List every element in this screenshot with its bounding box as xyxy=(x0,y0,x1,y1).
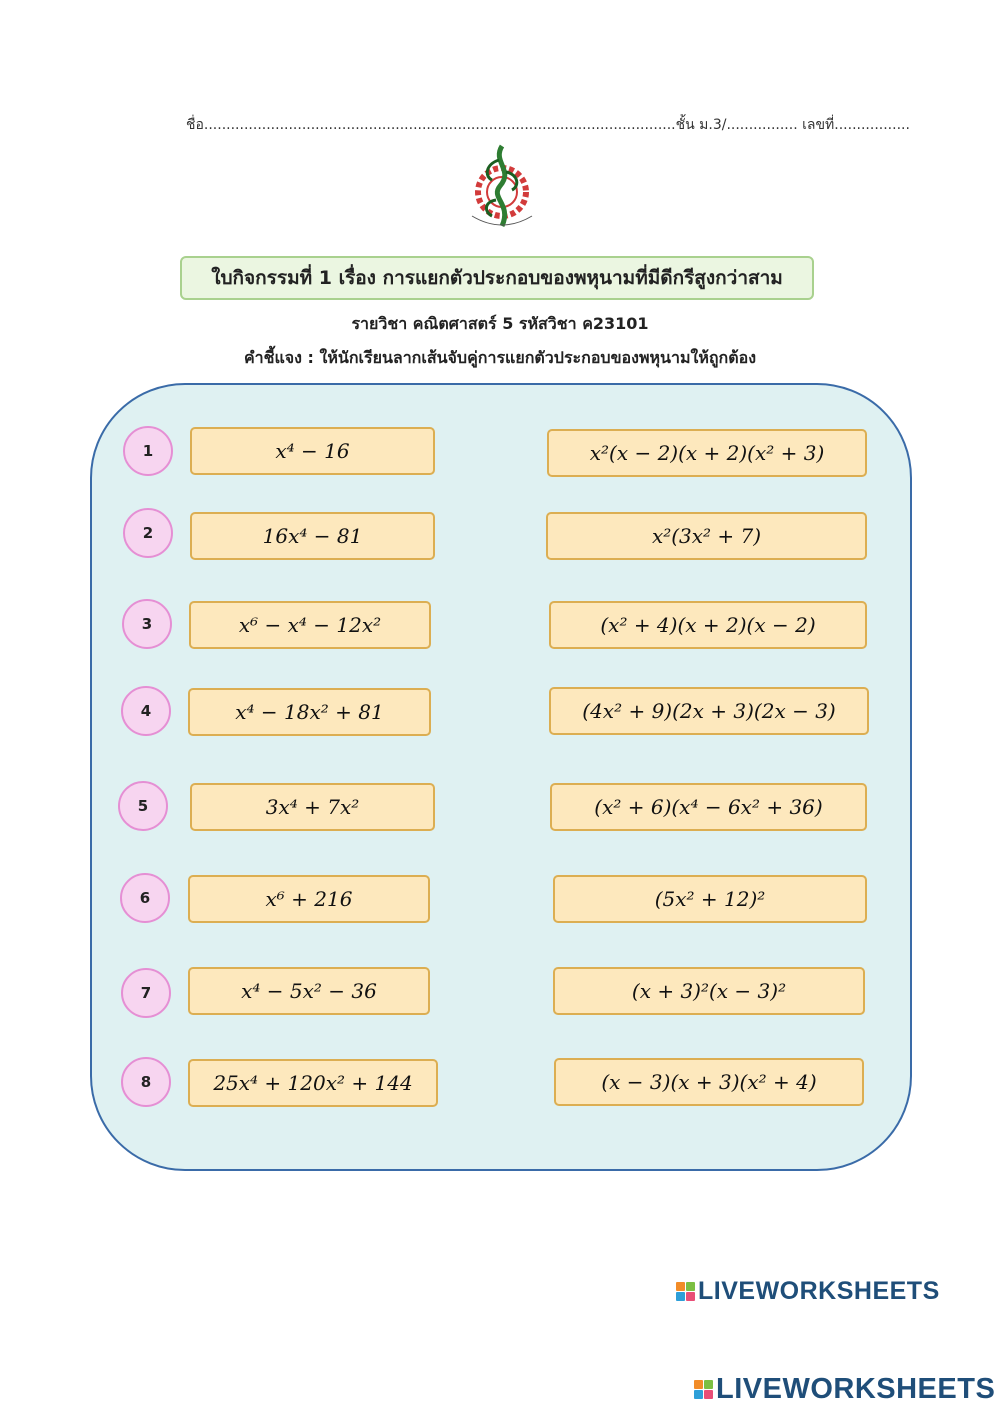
factored-form-box[interactable]: (x² + 4)(x + 2)(x − 2) xyxy=(549,601,867,649)
subject-line: รายวิชา คณิตศาสตร์ 5 รหัสวิชา ค23101 xyxy=(351,314,649,333)
item-number: 4 xyxy=(121,686,171,736)
item-number: 7 xyxy=(121,968,171,1018)
liveworksheets-logo-icon xyxy=(676,1282,695,1301)
polynomial-box[interactable]: x⁴ − 16 xyxy=(190,427,435,475)
school-emblem-icon xyxy=(462,142,542,234)
polynomial-box[interactable]: x⁴ − 18x² + 81 xyxy=(188,688,431,736)
liveworksheets-logo-icon xyxy=(694,1380,713,1399)
factored-form-box[interactable]: (x² + 6)(x⁴ − 6x² + 36) xyxy=(550,783,867,831)
factored-form-box[interactable]: x²(x − 2)(x + 2)(x² + 3) xyxy=(547,429,867,477)
matching-panel xyxy=(90,383,912,1171)
polynomial-box[interactable]: x⁶ − x⁴ − 12x² xyxy=(189,601,431,649)
worksheet-title: ใบกิจกรรมที่ 1 เรื่อง การแยกตัวประกอบของพหุนามที่มีดีกรีสูงกว่าสาม xyxy=(180,256,814,300)
item-number: 5 xyxy=(118,781,168,831)
factored-form-box[interactable]: (x + 3)²(x − 3)² xyxy=(553,967,865,1015)
polynomial-box[interactable]: 3x⁴ + 7x² xyxy=(190,783,435,831)
polynomial-box[interactable]: x⁴ − 5x² − 36 xyxy=(188,967,430,1015)
factored-form-box[interactable]: (x − 3)(x + 3)(x² + 4) xyxy=(554,1058,864,1106)
instruction-line: คำชี้แจง : ให้นักเรียนลากเส้นจับคู่การแยกตัวประกอบของพหุนามให้ถูกต้อง xyxy=(243,348,757,367)
factored-form-box[interactable]: x²(3x² + 7) xyxy=(546,512,867,560)
liveworksheets-watermark: LIVEWORKSHEETS xyxy=(676,1277,940,1306)
student-info-line: ชื่อ..........................................................................................................ชั้น ม.3/................ เลขที่................. xyxy=(186,117,910,133)
item-number: 6 xyxy=(120,873,170,923)
factored-form-box[interactable]: (4x² + 9)(2x + 3)(2x − 3) xyxy=(549,687,869,735)
item-number: 2 xyxy=(123,508,173,558)
polynomial-box[interactable]: 16x⁴ − 81 xyxy=(190,512,435,560)
polynomial-box[interactable]: 25x⁴ + 120x² + 144 xyxy=(188,1059,438,1107)
polynomial-box[interactable]: x⁶ + 216 xyxy=(188,875,430,923)
liveworksheets-watermark: LIVEWORKSHEETS xyxy=(694,1373,995,1406)
item-number: 3 xyxy=(122,599,172,649)
item-number: 8 xyxy=(121,1057,171,1107)
item-number: 1 xyxy=(123,426,173,476)
factored-form-box[interactable]: (5x² + 12)² xyxy=(553,875,867,923)
